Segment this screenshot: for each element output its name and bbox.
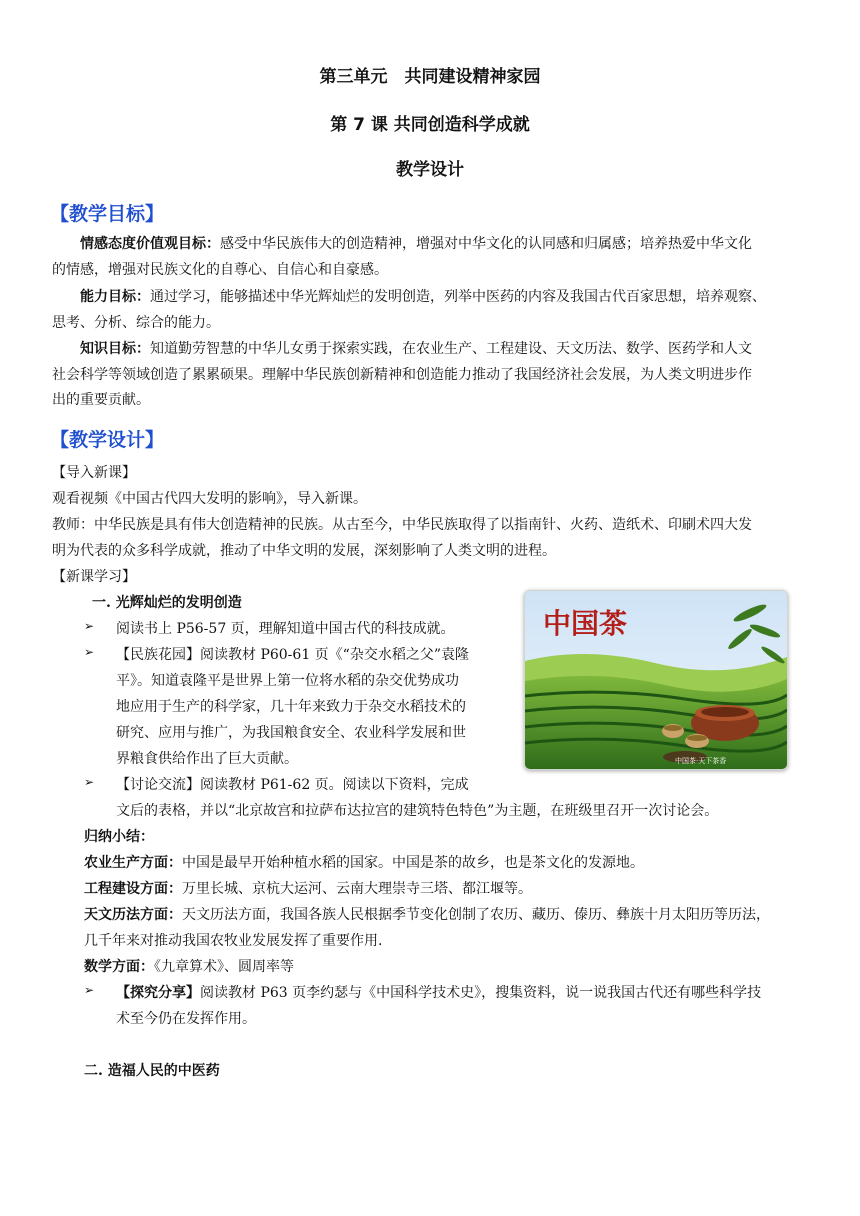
ability-label: 能力目标： bbox=[80, 289, 150, 305]
knowledge-label: 知识目标： bbox=[80, 341, 150, 357]
bullet-2-line-3: 地应用于生产的科学家，几十年来致力于杂交水稻技术的 bbox=[116, 699, 466, 715]
agri-label: 农业生产方面： bbox=[84, 855, 182, 871]
lesson-title: 第 7 课 共同创造科学成就 bbox=[330, 115, 530, 135]
astronomy-text: 天文历法方面，我国各族人民根据季节变化创制了农历、藏历、傣历、彝族十月太阳历等历法， bbox=[182, 907, 770, 923]
design-title: 教学设计 bbox=[396, 160, 464, 180]
new-lesson-label: 【新课学习】 bbox=[52, 569, 136, 585]
teacher-line-1: 教师：中华民族是具有伟大创造精神的民族。从古至今，中华民族取得了以指南针、火药、造纸术、印刷术四大发 bbox=[52, 517, 752, 533]
bullet-2-line-2: 平》。知道袁隆平是世界上第一位将水稻的杂交优势成功 bbox=[116, 673, 459, 689]
math-label: 数学方面： bbox=[84, 959, 154, 975]
bullet-2-line-1: 【民族花园】阅读教材 P60-61 页《“杂交水稻之父”袁隆 bbox=[116, 647, 469, 663]
ability-text-2: 思考、分析、综合的能力。 bbox=[52, 314, 220, 331]
section-2-heading: 二. 造福人民的中医药 bbox=[84, 1063, 220, 1079]
emotion-text: 感受中华民族伟大的创造精神，增强对中华文化的认同感和归属感；培养热爱中华文化 bbox=[220, 236, 752, 252]
design-heading: 【教学设计】 bbox=[50, 429, 165, 451]
intro-line: 观看视频《中国古代四大发明的影响》，导入新课。 bbox=[52, 491, 367, 507]
engineering-label: 工程建设方面： bbox=[84, 881, 182, 897]
bullet-4-line-2: 术至今仍在发挥作用。 bbox=[116, 1011, 256, 1027]
bullet-arrow-icon: ➢ bbox=[84, 645, 95, 659]
bullet-4-text: 阅读教材 P63 页李约瑟与《中国科学技术史》，搜集资料，说一说我国古代还有哪些科学技 bbox=[200, 985, 762, 1001]
bullet-2-line-4: 研究、应用与推广，为我国粮食安全、农业科学发展和世 bbox=[116, 725, 466, 741]
bullet-4-label: 【探究分享】 bbox=[116, 985, 200, 1001]
agri-line bbox=[84, 852, 644, 872]
bullet-4-line-1 bbox=[116, 982, 761, 1002]
image-caption: 中国茶·天下茶香 bbox=[675, 757, 727, 765]
knowledge-objective bbox=[52, 337, 812, 414]
emotion-label: 情感态度价值观目标： bbox=[80, 236, 220, 252]
summary-label: 归纳小结： bbox=[84, 829, 154, 845]
agri-text: 中国是最早开始种植水稻的国家。中国是茶的故乡，也是茶文化的发源地。 bbox=[182, 855, 644, 871]
calligraphy-text: 中国茶 bbox=[543, 607, 628, 640]
teacher-line-2: 明为代表的众多科学成就，推动了中华文明的发展，深刻影响了人类文明的进程。 bbox=[52, 543, 556, 559]
bullet-arrow-icon: ➢ bbox=[84, 983, 95, 997]
bullet-2-line-5: 界粮食供给作出了巨大贡献。 bbox=[116, 751, 298, 767]
astronomy-label: 天文历法方面： bbox=[84, 907, 182, 923]
math-line bbox=[84, 956, 294, 976]
astronomy-line bbox=[84, 904, 770, 924]
unit-title: 第三单元 共同建设精神家园 bbox=[319, 67, 541, 87]
bullet-arrow-icon: ➢ bbox=[84, 619, 95, 633]
engineering-text: 万里长城、京杭大运河、云南大理崇寺三塔、都江堰等。 bbox=[182, 881, 532, 897]
emotion-objective bbox=[52, 232, 812, 283]
intro-label: 【导入新课】 bbox=[52, 465, 136, 481]
bullet-arrow-icon: ➢ bbox=[84, 775, 95, 789]
ability-objective bbox=[52, 285, 812, 336]
astronomy-line-2: 几千年来对推动我国农牧业发展发挥了重要作用. bbox=[84, 933, 383, 949]
objectives-heading: 【教学目标】 bbox=[50, 203, 165, 225]
knowledge-text: 知道勤劳智慧的中华儿女勇于探索实践，在农业生产、工程建设、天文历法、数学、医药学和人文 bbox=[150, 341, 752, 357]
knowledge-text-3: 出的重要贡献。 bbox=[52, 392, 150, 408]
math-text: 《九章算术》、圆周率等 bbox=[154, 959, 294, 975]
tea-illustration bbox=[525, 591, 787, 769]
bullet-1-text: 阅读书上 P56-57 页，理解知道中国古代的科技成就。 bbox=[116, 621, 455, 637]
engineering-line bbox=[84, 878, 532, 898]
ability-text: 通过学习，能够描述中华光辉灿烂的发明创造，列举中医药的内容及我国古代百家思想，培养观察、 bbox=[150, 289, 766, 305]
emotion-text-2: 的情感，增强对民族文化的自尊心、自信心和自豪感。 bbox=[52, 261, 388, 278]
knowledge-text-2: 社会科学等领域创造了累累硕果。理解中华民族创新精神和创造能力推动了我国经济社会发展，为人类文明进步作 bbox=[52, 366, 752, 383]
tea-plantation-image bbox=[524, 590, 788, 770]
bullet-3-line-2: 文后的表格，并以“北京故宫和拉萨布达拉宫的建筑特色特色”为主题，在班级里召开一次讨论会。 bbox=[116, 803, 719, 819]
bullet-3-line-1: 【讨论交流】阅读教材 P61-62 页。阅读以下资料，完成 bbox=[116, 777, 469, 793]
section-1-heading: 一. 光辉灿烂的发明创造 bbox=[92, 595, 242, 611]
